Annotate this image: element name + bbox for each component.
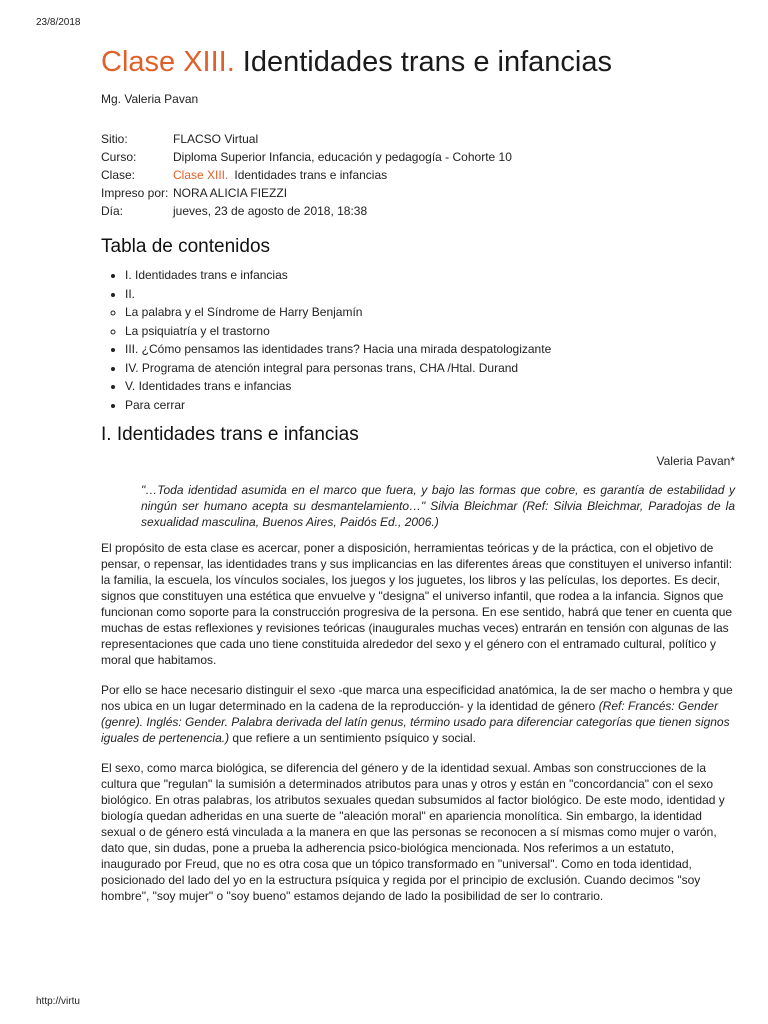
title-accent: Clase XIII. — [101, 46, 235, 78]
meta-row-class — [101, 168, 512, 186]
meta-value: FLACSO Virtual — [173, 132, 259, 146]
table-of-contents — [101, 266, 735, 414]
paragraph-2 — [101, 682, 735, 746]
paragraph-1: El propósito de esta clase es acercar, poner a disposición, herramientas teóricas y de la práctica, con el objetivo de pensar, o repensar, las identidades trans y sus implicancias en las diferentes áreas que constituyen el universo infantil: la familia, la escuela, los vínculos sociales, los juegos y los juguetes, los libros y las películas, los deportes. Es decir, signos que constituyen una estética que envuelve y "designa" el universo infantil, que rodea a la infancia. Signos que funcionan como soporte para la construcción progresiva de la persona. En ese sentido, habrá que tener en cuenta que muchas de estas reflexiones y revisiones teóricas (inaugurales muchas veces) entrarán en tensión con algunas de las representaciones que cada uno tiene constituida alrededor del sexo y el género con el entramado cultural, político y moral que habitamos. — [101, 541, 733, 667]
toc-item[interactable]: • III. ¿Cómo pensamos las identidades trans? Hacia una mirada despatologizante — [125, 340, 735, 359]
print-date: 23/8/2018 — [36, 17, 81, 28]
class-accent: Clase XIII. — [173, 168, 229, 182]
author: Mg. Valeria Pavan — [101, 92, 199, 106]
class-name: Identidades trans e infancias — [234, 168, 388, 182]
meta-row-day — [101, 204, 512, 222]
toc-item[interactable]: • II. — [125, 285, 735, 304]
epigraph-quote: "…Toda identidad asumida en el marco que fuera, y bajo las formas que cobre, es garantía de estabilidad y ningún ser humano acepta su desmantelamiento…" Silvia Bleichmar (Ref: Silvia Bleichmar, Paradojas de la sexualidad masculina, Buenos Aires, Paidós Ed., 2006.) — [141, 483, 735, 529]
meta-key: Día: — [101, 204, 124, 218]
meta-row-course — [101, 150, 512, 168]
toc-item[interactable]: ◦ La psiquiatría y el trastorno — [125, 322, 735, 341]
toc-item[interactable]: • IV. Programa de atención integral para personas trans, CHA /Htal. Durand — [125, 359, 735, 378]
section-byline: Valeria Pavan* — [656, 454, 735, 468]
meta-value — [173, 168, 512, 186]
print-url: http://virtu — [36, 996, 80, 1007]
meta-key: Impreso por: — [101, 186, 169, 200]
meta-value: jueves, 23 de agosto de 2018, 18:38 — [173, 204, 368, 218]
title-text: Identidades trans e infancias — [242, 46, 612, 78]
paragraph-3: El sexo, como marca biológica, se diferencia del género y de la identidad sexual. Ambas son construcciones de la cultura que "regulan" la sumisión a determinados atributos para unas y otros y están en "concordancia" con el sexo biológico. En otras palabras, los atributos sexuales quedan subsumidos al factor biológico. De este modo, identidad y biología quedan adheridas en una suerte de "aleación moral" en apariencia monolítica. Sin embargo, la identidad sexual o de género está vinculada a la manera en que las personas se reconocen a sí mismas como mujer o varón, dato que, sin dudas, pone a prueba la adherencia psico-biológica mencionada. Nos referimos a un estatuto, inaugurado por Freud, que no es otra cosa que un tópico transformado en "universal". Como en toda identidad, posicionado del lado del yo en la estructura psíquica y regida por el principio de exclusión. Cuando decimos "soy hombre", "soy mujer" o "soy bueno" estamos dejando de lado la posibilidad de ser lo contrario. — [101, 761, 725, 903]
section-heading: I. Identidades trans e infancias — [101, 424, 359, 445]
meta-row-site — [101, 132, 512, 150]
page-title — [101, 44, 735, 80]
paragraph-2-reference: (Ref: Francés: Gender (genre). Inglés: Gender. Palabra derivada del latín genus, término usado para diferenciar categorías que tienen signos iguales de pertenencia.) — [101, 699, 730, 745]
page-content — [101, 44, 735, 904]
toc-item[interactable]: • V. Identidades trans e infancias — [125, 377, 735, 396]
toc-item[interactable]: ◦ La palabra y el Síndrome de Harry Benjamín — [125, 303, 735, 322]
meta-key: Sitio: — [101, 132, 128, 146]
toc-item[interactable]: • I. Identidades trans e infancias — [125, 266, 735, 285]
paragraph-2-text: Por ello se hace necesario distinguir el sexo -que marca una especificidad anatómica, la de ser macho o hembra y que nos ubica en un lugar determinado en la cadena de la reproducción- y la identidad de género — [101, 683, 733, 713]
paragraph-2-text-end: que refiere a un sentimiento psíquico y social. — [229, 731, 476, 745]
metadata-table — [101, 132, 512, 222]
meta-value: Diploma Superior Infancia, educación y pedagogía - Cohorte 10 — [173, 150, 512, 164]
toc-item[interactable]: • Para cerrar — [125, 396, 735, 415]
meta-row-printed-by — [101, 186, 512, 204]
meta-value: NORA ALICIA FIEZZI — [173, 186, 288, 200]
toc-heading: Tabla de contenidos — [101, 236, 271, 257]
meta-key: Curso: — [101, 150, 137, 164]
meta-key: Clase: — [101, 168, 136, 182]
